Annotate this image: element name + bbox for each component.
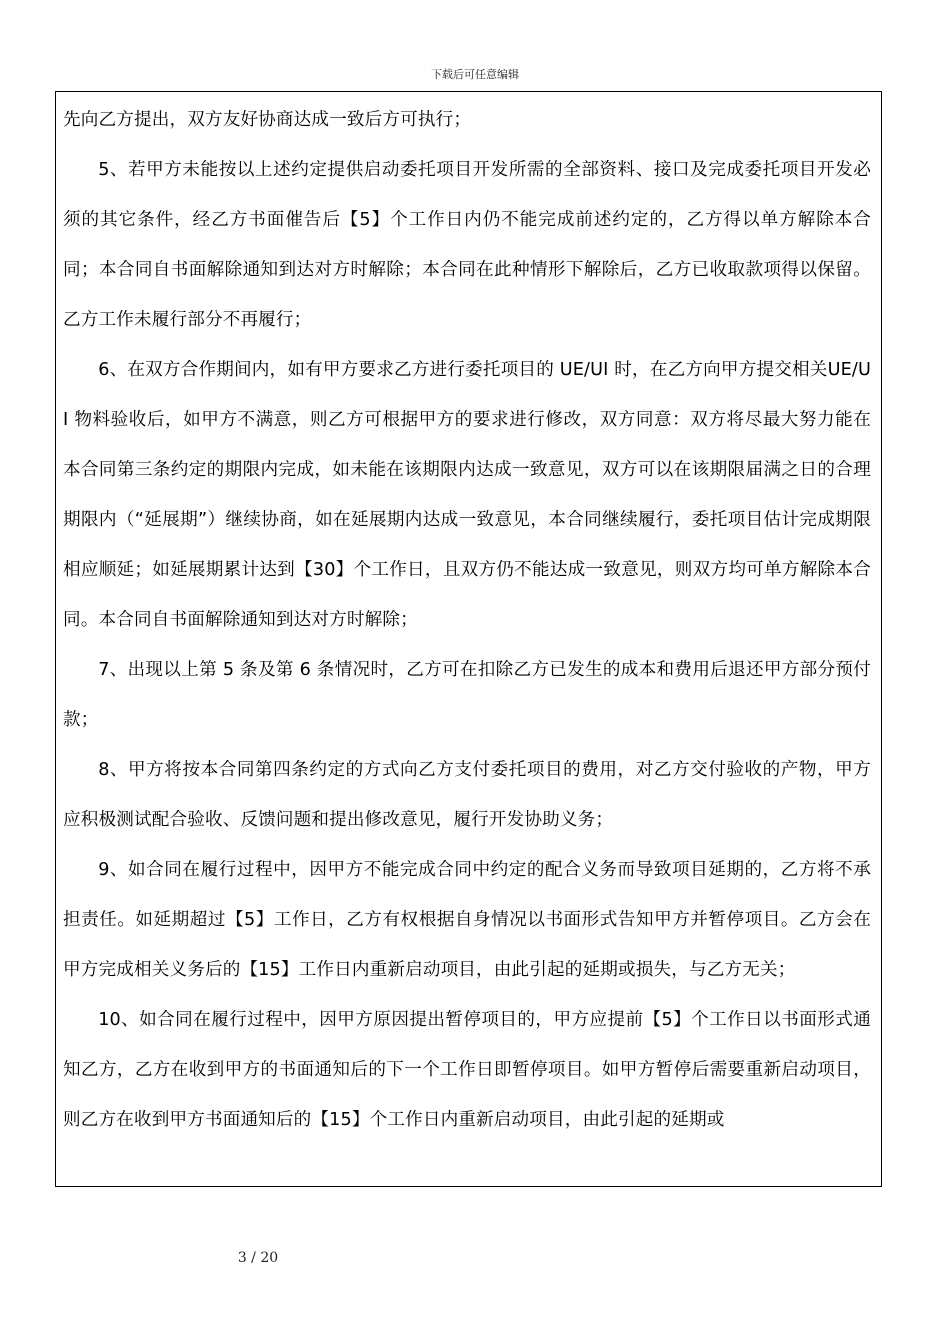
clause-8: 8、甲方将按本合同第四条约定的方式向乙方支付委托项目的费用，对乙方交付验收的产物，甲方应积极测试配合验收、反馈问题和提出修改意见，履行开发协助义务； [63,760,871,830]
contract-text-box [55,91,882,1187]
clause-5: 5、若甲方未能按以上述约定提供启动委托项目开发所需的全部资料、接口及完成委托项目开发必须的其它条件，经乙方书面催告后【5】个工作日内仍不能完成前述约定的，乙方得以单方解除本合同；本合同自书面解除通知到达对方时解除；本合同在此种情形下解除后，乙方已收取款项得以保留。乙方工作未履行部分不再履行； [63,160,871,330]
page-number: 3 / 20 [237,1250,279,1266]
page-header: 下载后可任意编辑 [431,68,519,81]
clause-9: 9、如合同在履行过程中，因甲方不能完成合同中约定的配合义务而导致项目延期的，乙方将不承担责任。如延期超过【5】工作日，乙方有权根据自身情况以书面形式告知甲方并暂停项目。乙方会在甲方完成相关义务后的【15】工作日内重新启动项目，由此引起的延期或损失，与乙方无关； [63,860,871,980]
clause-7: 7、出现以上第 5 条及第 6 条情况时，乙方可在扣除乙方已发生的成本和费用后退还甲方部分预付款； [63,660,871,730]
contract-body [63,95,871,1145]
clause-10: 10、如合同在履行过程中，因甲方原因提出暂停项目的，甲方应提前【5】个工作日以书面形式通知乙方，乙方在收到甲方的书面通知后的下一个工作日即暂停项目。如甲方暂停后需要重新启动项目，则乙方在收到甲方书面通知后的【15】个工作日内重新启动项目，由此引起的延期或 [63,1010,871,1130]
paragraph-continuation: 先向乙方提出，双方友好协商达成一致后方可执行； [63,110,472,130]
clause-6: 6、在双方合作期间内，如有甲方要求乙方进行委托项目的 UE/UI 时，在乙方向甲方提交相关UE/UI 物料验收后，如甲方不满意，则乙方可根据甲方的要求进行修改，双方同意：双方将尽最大努力能在本合同第三条约定的期限内完成，如未能在该期限内达成一致意见，双方可以在该期限届满之日的合理期限内（“延展期”）继续协商，如在延展期内达成一致意见，本合同继续履行，委托项目估计完成期限相应顺延；如延展期累计达到【30】个工作日，且双方仍不能达成一致意见，则双方均可单方解除本合同。本合同自书面解除通知到达对方时解除； [63,360,871,630]
